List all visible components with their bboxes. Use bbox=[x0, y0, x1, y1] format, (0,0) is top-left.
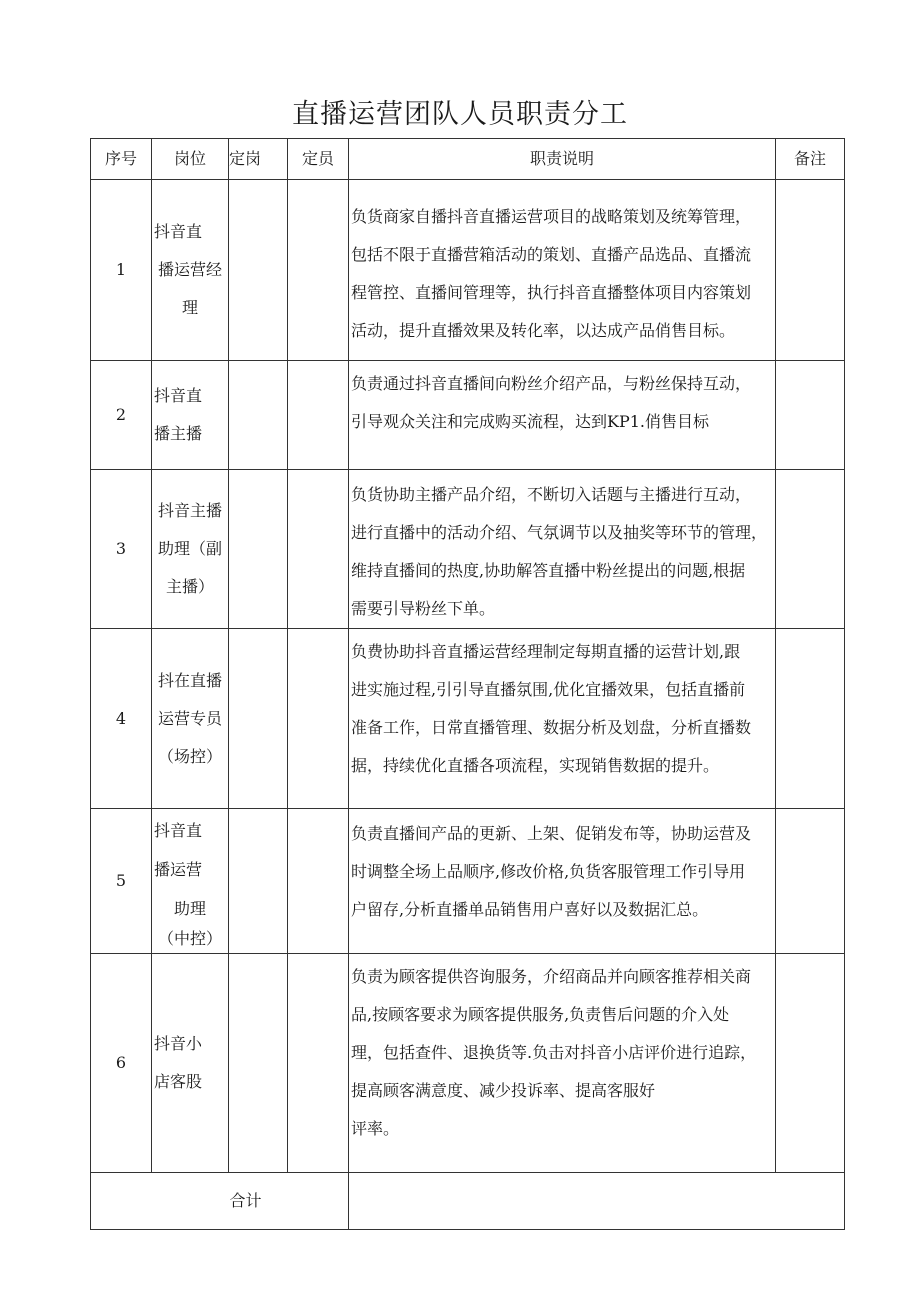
duty-cell bbox=[349, 361, 776, 470]
duty-cell bbox=[349, 954, 776, 1173]
position-line: 抖在直播 bbox=[157, 670, 222, 690]
header-fixed-post: 定岗 bbox=[229, 139, 288, 180]
fixed-post-cell bbox=[229, 954, 288, 1173]
remark-cell bbox=[776, 180, 845, 361]
position-line: （场控） bbox=[157, 746, 222, 766]
duty-line: 准备工作，日常直播管理、数据分析及划盘，分析直播数 bbox=[351, 718, 752, 737]
position-cell bbox=[152, 361, 229, 470]
remark-cell bbox=[776, 470, 845, 629]
header-row bbox=[91, 139, 845, 180]
staff-cell bbox=[288, 954, 349, 1173]
page-title: 直播运营团队人员职责分工 bbox=[292, 99, 628, 130]
duty-table bbox=[90, 138, 845, 1230]
duty-line: 户留存,分析直播单品销售用户喜好以及数据汇总。 bbox=[351, 900, 709, 919]
duty-line: 负费协助抖音直播运营经理制定每期直播的运营计划,跟 bbox=[351, 642, 741, 661]
table-row bbox=[91, 470, 845, 629]
position-line: 店客股 bbox=[154, 1072, 203, 1091]
position-line: 播运营 bbox=[154, 860, 203, 879]
total-label: 合计 bbox=[91, 1173, 349, 1230]
duty-line: 引导观众关注和完成购买流程，达到KP1.俏售目标 bbox=[351, 412, 709, 431]
duty-line: 时调整全场上品顺序,修改价格,负货客服管理工作引导用 bbox=[351, 862, 746, 881]
position-cell bbox=[152, 470, 229, 629]
table-row bbox=[91, 361, 845, 470]
fixed-post-cell bbox=[229, 361, 288, 470]
position-line: 抖音直 bbox=[154, 386, 203, 405]
duty-line: 进行直播中的活动介绍、气氛调节以及抽奖等环节的管理， bbox=[351, 523, 768, 542]
position-cell bbox=[152, 180, 229, 361]
duty-line: 负货商家自播抖音直播运营项目的战略策划及统筹管理， bbox=[351, 207, 752, 226]
duty-cell bbox=[349, 629, 776, 809]
position-line: 抖音直 bbox=[154, 821, 203, 840]
position-line: 主播） bbox=[165, 577, 214, 596]
row-number: 1 bbox=[91, 180, 152, 361]
fixed-post-cell bbox=[229, 809, 288, 954]
staff-cell bbox=[288, 180, 349, 361]
fixed-post-cell bbox=[229, 629, 288, 809]
duty-line: 维持直播间的热度,协助解答直播中粉丝提出的问题,根据 bbox=[351, 561, 746, 580]
fixed-post-cell bbox=[229, 180, 288, 361]
row-number: 3 bbox=[91, 470, 152, 629]
remark-cell bbox=[776, 954, 845, 1173]
position-line: 助理（副 bbox=[157, 539, 222, 558]
duty-line: 活动，提升直播效果及转化率，以达成产品俏售目标。 bbox=[351, 321, 736, 340]
position-line: 播运营经 bbox=[157, 260, 222, 279]
position-line: 助理 bbox=[173, 899, 206, 918]
table-row bbox=[91, 809, 845, 954]
total-value-cell bbox=[349, 1173, 845, 1230]
row-number: 2 bbox=[91, 361, 152, 470]
header-remark: 备注 bbox=[776, 139, 845, 180]
row-number: 5 bbox=[91, 809, 152, 954]
duty-line: 包括不限于直播营箱活动的策划、直播产品选品、直播流 bbox=[351, 245, 752, 264]
staff-cell bbox=[288, 629, 349, 809]
row-number: 4 bbox=[91, 629, 152, 809]
staff-cell bbox=[288, 809, 349, 954]
position-line: 抖音直 bbox=[154, 222, 203, 241]
table-row bbox=[91, 954, 845, 1173]
position-cell bbox=[152, 954, 229, 1173]
table-row bbox=[91, 180, 845, 361]
table-row bbox=[91, 629, 845, 809]
position-cell bbox=[152, 809, 229, 954]
duty-line: 评率。 bbox=[351, 1119, 400, 1138]
fixed-post-cell bbox=[229, 470, 288, 629]
position-line: 播主播 bbox=[154, 424, 203, 443]
duty-cell bbox=[349, 180, 776, 361]
duty-line: 负责通过抖音直播间向粉丝介绍产品，与粉丝保持互动， bbox=[351, 374, 752, 393]
total-row bbox=[91, 1173, 845, 1230]
staff-cell bbox=[288, 470, 349, 629]
row-number: 6 bbox=[91, 954, 152, 1173]
duty-line: 进实施过程,引引导直播氛围,优化宜播效果，包括直播前 bbox=[351, 680, 746, 699]
duty-line: 理，包括查件、退换货等.负击对抖音小店评价进行追踪， bbox=[351, 1043, 757, 1062]
position-line: 抖音主播 bbox=[157, 501, 222, 520]
position-line: 抖音小 bbox=[154, 1034, 203, 1053]
header-staff: 定员 bbox=[288, 139, 349, 180]
position-cell bbox=[152, 629, 229, 809]
duty-line: 需要引导粉丝下单。 bbox=[351, 599, 496, 618]
duty-line: 程管控、直播间管理等，执行抖音直播整体项目内容策划 bbox=[351, 283, 752, 302]
duty-line: 负责为顾客提供咨询服务，介绍商品并向顾客推荐相关商 bbox=[351, 967, 752, 986]
position-line: 运营专员 bbox=[157, 708, 222, 728]
duty-line: 品,按顾客要求为顾客提供服务,负责售后问题的介入处 bbox=[351, 1005, 730, 1024]
duty-line: 据，持续优化直播各项流程，实现销售数据的提升。 bbox=[351, 756, 720, 775]
remark-cell bbox=[776, 809, 845, 954]
position-line: （中控） bbox=[157, 929, 222, 948]
duty-line: 提高顾客满意度、减少投诉率、提高客服好 bbox=[351, 1081, 656, 1100]
staff-cell bbox=[288, 361, 349, 470]
duty-cell bbox=[349, 809, 776, 954]
remark-cell bbox=[776, 361, 845, 470]
header-no: 序号 bbox=[91, 139, 152, 180]
duty-cell bbox=[349, 470, 776, 629]
position-line: 理 bbox=[181, 298, 198, 317]
duty-line: 负责直播间产品的更新、上架、促销发布等，协助运营及 bbox=[351, 824, 752, 843]
header-position: 岗位 bbox=[152, 139, 229, 180]
remark-cell bbox=[776, 629, 845, 809]
header-duty: 职责说明 bbox=[349, 139, 776, 180]
duty-line: 负货协助主播产品介绍，不断切入话题与主播进行互动， bbox=[351, 485, 752, 504]
